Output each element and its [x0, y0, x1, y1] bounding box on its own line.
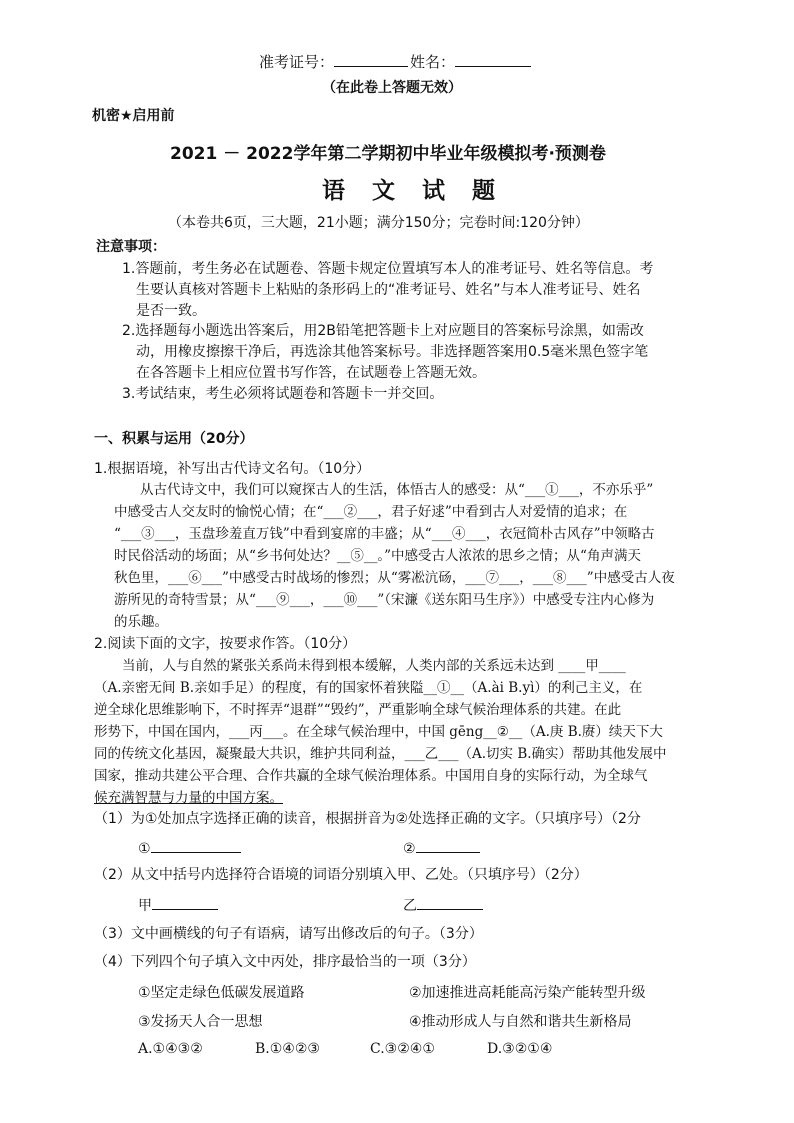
note-1-line-2: 生要认真核对答题卡上粘贴的条形码上的“准考证号、姓名”与本人准考证号、姓名 — [136, 282, 641, 298]
option-3: ③发扬天人合一思想 — [138, 1014, 263, 1030]
yi-blank[interactable] — [417, 895, 483, 910]
id-label: 准考证号： — [259, 53, 335, 71]
q1-line-5: 秋色里，___⑥___”中感受古时战场的惨烈；从“雾凇沆砀，___⑦___，___⑧___”中感受古人夜 — [114, 570, 675, 586]
q2-sub3-prompt: （3）文中画横线的句子有语病，请写出修改后的句子。（3分） — [94, 926, 483, 942]
subject-title: 语 文 试 题 — [322, 177, 497, 204]
q1-line-3: “___③___，玉盘珍羞直万钱”中看到宴席的丰盛；从“___④___，衣冠简朴古风存”中领略古 — [114, 526, 655, 542]
option-1: ①坚定走绿色低碳发展道路 — [138, 985, 305, 1001]
q2-sub1-answer-2 — [403, 838, 480, 857]
option-4: ④推动形成人与自然和谐共生新格局 — [409, 1014, 632, 1030]
answer-2-label: ② — [403, 841, 416, 857]
q1-line-4: 时民俗活动的场面；从“乡书何处达？__⑤__。”中感受古人浓浓的思乡之情；从“角声满天 — [114, 548, 641, 564]
q1-line-1: 从古代诗文中，我们可以窥探古人的生活，体悟古人的感受：从“___①___，不亦乐乎” — [140, 482, 654, 498]
q2-line-4: 形势下，中国在国内，___丙___。在全球气候治理中，中国 gēng__②__（A.庚 B.赓）续天下大 — [94, 724, 663, 740]
choice-c[interactable]: C.③②④① — [370, 1041, 435, 1057]
q2-line-2: （A.亲密无间 B.亲如手足）的程度，有的国家怀着狭隘__①__（A.ài B.yì）的利己主义，在 — [94, 680, 643, 696]
q2-line-1: 当前，人与自然的紧张关系尚未得到根本缓解，人类内部的关系远未达到 ____甲____ — [122, 658, 626, 674]
invalid-note: （在此卷上答题无效） — [322, 80, 462, 96]
note-2-line-1: 2.选择题每小题选出答案后，用2B铅笔把答题卡上对应题目的答案标号涂黑，如需改 — [122, 323, 644, 339]
choice-d[interactable]: D.③②①④ — [487, 1041, 553, 1057]
q2-prompt: 2.阅读下面的文字，按要求作答。（10分） — [94, 636, 357, 652]
q2-sub4-prompt: （4）下列四个句子填入文中丙处，排序最恰当的一项（3分） — [94, 954, 476, 970]
note-2-line-2: 动，用橡皮擦擦干净后，再选涂其他答案标号。非选择题答案用0.5毫米黑色签字笔 — [136, 344, 649, 360]
exam-title: 2021 － 2022学年第二学期初中毕业年级模拟考·预测卷 — [170, 144, 606, 164]
note-1-line-1: 1.答题前，考生务必在试题卷、答题卡规定位置填写本人的准考证号、姓名等信息。考 — [122, 261, 654, 277]
q2-passage — [94, 655, 714, 809]
yi-label: 乙 — [403, 898, 417, 914]
q2-line-3: 逆全球化思维影响下，不时挥弄“退群”“毁约”，严重影响全球气候治理体系的共建。在此 — [94, 702, 622, 718]
jia-blank[interactable] — [152, 895, 218, 910]
candidate-info-row — [259, 51, 531, 72]
section-1-heading: 一、积累与运用（20分） — [94, 431, 254, 447]
q2-sub1-answer-1 — [138, 838, 241, 857]
q1-line-6: 游所见的奇特雪景；从“___⑨___，___⑩___”（宋濂《送东阳马生序》）中感受专注内心修为 — [114, 592, 655, 608]
note-2-line-3: 在各答题卡上相应位置书写作答，在试题卷上答题无效。 — [136, 365, 486, 381]
q1-passage — [114, 479, 714, 633]
note-1-line-3: 是否一致。 — [136, 303, 206, 319]
q2-sub2-prompt: （2）从文中括号内选择符合语境的词语分别填入甲、乙处。（只填序号）（2分） — [94, 867, 588, 883]
answer-2-blank[interactable] — [416, 838, 480, 853]
option-2: ②加速推进高耗能高污染产能转型升级 — [409, 985, 646, 1001]
secret-mark: 机密★启用前 — [92, 108, 175, 124]
choice-b[interactable]: B.①④②③ — [255, 1041, 320, 1057]
q1-line-7: 的乐趣。 — [114, 614, 168, 630]
q2-line-6: 国家，推动共建公平合理、合作共赢的全球气候治理体系。中国用自身的实际行动，为全球气 — [94, 768, 648, 784]
jia-label: 甲 — [138, 898, 152, 914]
exam-info: （本卷共6页，三大题，21小题；满分150分；完卷时间:120分钟） — [168, 215, 589, 231]
q2-sub2-answer-yi — [403, 895, 483, 915]
q2-line-5: 同的传统文化基因，凝聚最大共识，维护共同利益，___乙___（A.切实 B.确实）帮助其他发展中 — [94, 746, 667, 762]
q2-sub1-prompt: （1）为①处加点字选择正确的读音，根据拼音为②处选择正确的文字。（只填序号）（2分 — [94, 811, 641, 827]
q1-line-2: 中感受古人交友时的愉悦心情；在“___②___，君子好逑”中看到古人对爱情的追求；在 — [114, 504, 628, 520]
choice-a[interactable]: A.①④③② — [138, 1041, 203, 1057]
q2-sub2-answer-jia — [138, 895, 218, 915]
answer-1-label: ① — [138, 841, 151, 857]
q1-prompt: 1.根据语境，补写出古代诗文名句。（10分） — [94, 461, 371, 477]
note-3-line-1: 3.考试结束，考生必须将试题卷和答题卡一并交回。 — [122, 386, 444, 402]
q2-line-7-underlined: 候充满智慧与力量的中国方案。 — [94, 790, 283, 806]
name-label: 姓名： — [410, 53, 456, 71]
name-blank[interactable] — [455, 52, 531, 67]
answer-1-blank[interactable] — [151, 838, 241, 853]
notes-heading: 注意事项： — [96, 239, 166, 255]
id-blank[interactable] — [334, 52, 408, 67]
